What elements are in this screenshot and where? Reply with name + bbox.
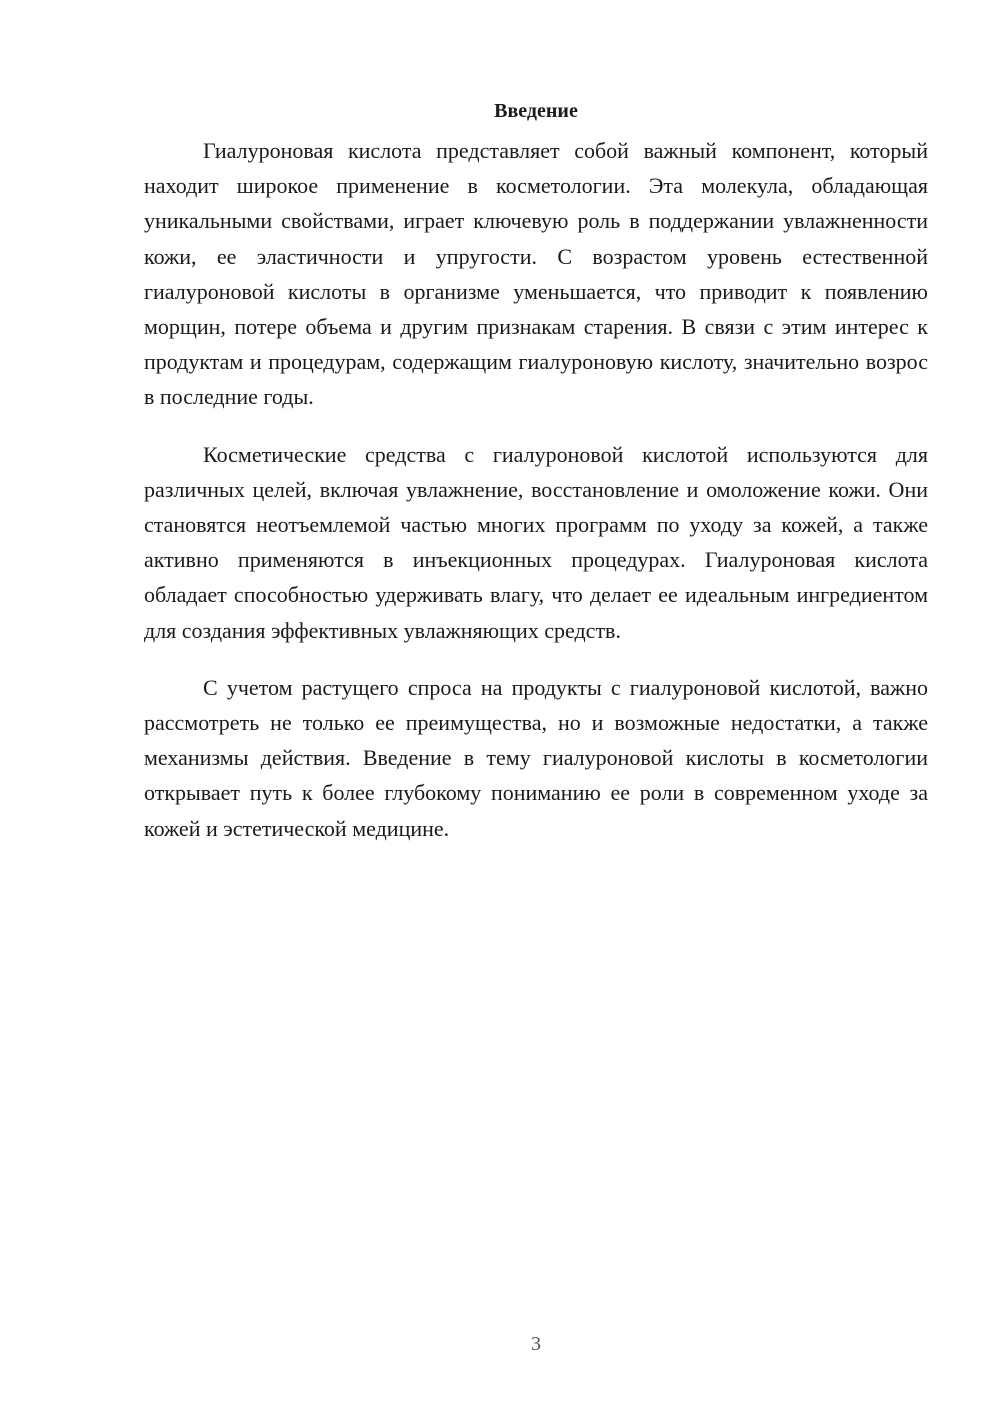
paragraph-2: Косметические средства с гиалуроновой кислотой используются для различных целей, включая увлажнение, восстановление и омоложение кожи. Они становятся неотъемлемой частью многих программ по уходу за кожей, а также активно применяются в инъекционных процедурах. Гиалуроновая кислота обладает способностью удерживать влагу, что делает ее идеальным ингредиентом для создания эффективных увлажняющих средств. [144,441,928,643]
page-number: 3 [531,1333,541,1355]
paragraph-1: Гиалуроновая кислота представляет собой важный компонент, который находит широкое применение в косметологии. Эта молекула, обладающая уникальными свойствами, играет ключевую роль в поддержании увлажненности кожи, ее эластичности и упругости. С возрастом уровень естественной гиалуроновой кислоты в организме уменьшается, что приводит к появлению морщин, потере объема и другим признакам старения. В связи с этим интерес к продуктам и процедурам, содержащим гиалуроновую кислоту, значительно возрос в последние годы. [144,138,928,410]
paragraph-3: С учетом растущего спроса на продукты с гиалуроновой кислотой, важно рассмотреть не только ее преимущества, но и возможные недостатки, а также механизмы действия. Введение в тему гиалуроновой кислоты в косметологии открывает путь к более глубокому пониманию ее роли в современном уходе за кожей и эстетической медицине. [144,674,928,841]
section-heading: Введение [494,100,578,122]
page-content [144,93,928,868]
